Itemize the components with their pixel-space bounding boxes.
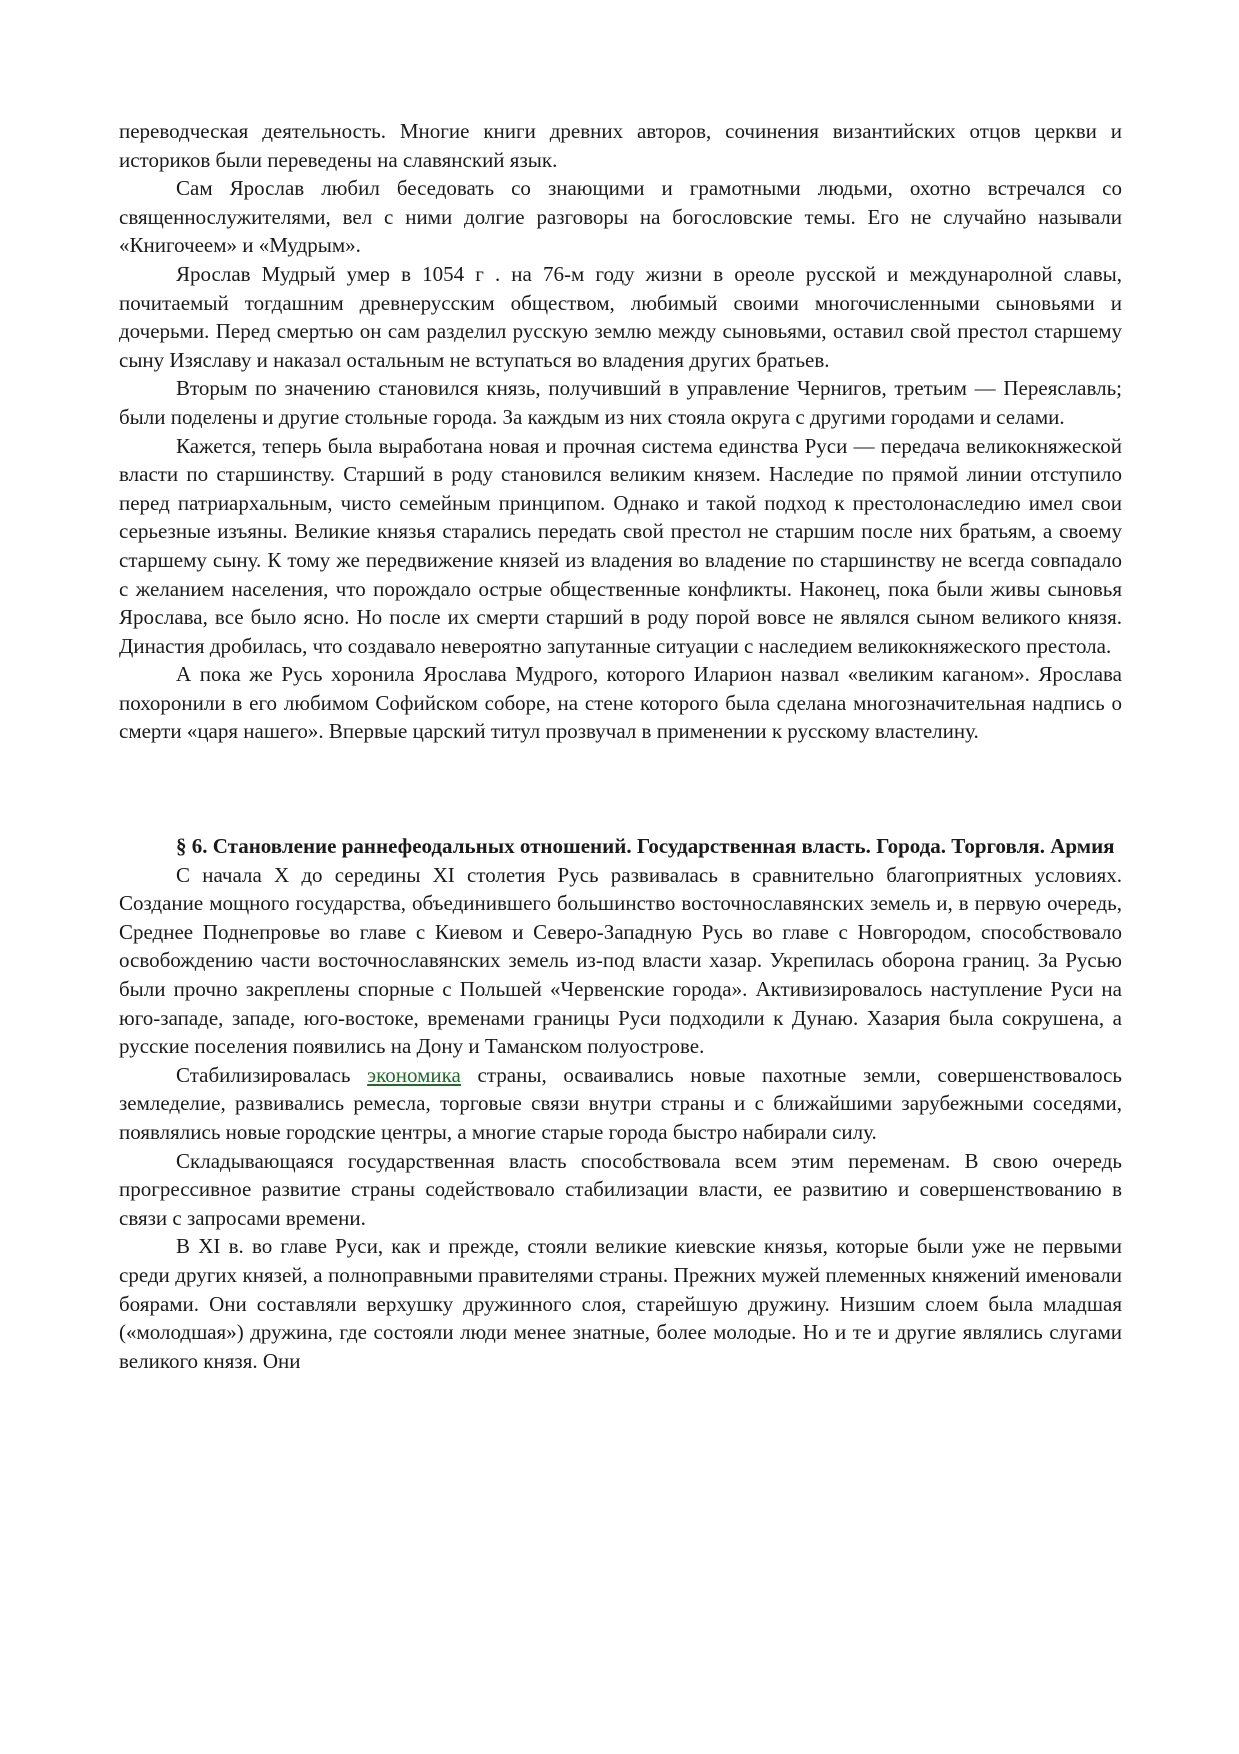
document-page <box>119 117 1122 1375</box>
paragraph-state-power: Складывающаяся государственная власть способствовала всем этим переменам. В свою очередь прогрессивное развитие страны содействовало стабилизации власти, ее развитию и совершенствованию в связи с запросами времени. <box>119 1148 1122 1230</box>
paragraph-development: С начала X до середины XI столетия Русь развивалась в сравнительно благоприятных условиях. Создание мощного государства, объединившего большинство восточнославянских земель и, в первую очередь, Среднее Поднепровье во главе с Киевом и Северо-Западную Русь во главе с Новгородом, способствовало освобождению части восточнославянских земель из-под власти хазар. Укрепилась оборона границ. За Русью были прочно закреплены спорные с Польшей «Червенские города». Активизировалось наступление Руси на юго-западе, западе, юго-востоке, временами границы Руси подходили к Дунаю. Хазария была сокрушена, а русские поселения появились на Дону и Таманском полуострове. <box>119 862 1122 1059</box>
paragraph-chernigov-pereyaslavl: Вторым по значению становился князь, получивший в управление Чернигов, третьим — Переяславль; были поделены и другие стольные города. За каждым из них стояла округа с другими городами и селами. <box>119 376 1122 429</box>
paragraph-burial: А пока же Русь хоронила Ярослава Мудрого, которого Иларион назвал «великим каганом». Ярослава похоронили в его любимом Софийском соборе, на стене которого была сделана многозначительная надпись о смерти «царя нашего». Впервые царский титул прозвучал в применении к русскому властелину. <box>119 662 1122 744</box>
section-spacer <box>119 746 1122 832</box>
paragraph-succession-system: Кажется, теперь была выработана новая и прочная система единства Руси — передача великокняжеской власти по старшинству. Старший в роду становился великим князем. Наследие по прямой линии отступило перед патриархальным, чисто семейным принципом. Однако и такой подход к престолонаследию имел свои серьезные изъяны. Великие князья старались передать свой престол не старшим после них братьям, а своему старшему сыну. К тому же передвижение князей из владения во владение по старшинству не всегда совпадало с желанием населения, что порождало острые общественные конфликты. Наконец, пока были живы сыновья Ярослава, все было ясно. Но после их смерти старший в роду порой вовсе не являлся сыном великого князя. Династия дробилась, что создавало невероятно запутанные ситуации с наследием великокняжеского престола. <box>119 433 1122 658</box>
paragraph-yaroslav-learned: Сам Ярослав любил беседовать со знающими и грамотными людьми, охотно встречался со священнослужителями, вел с ними долгие разговоры на богословские темы. Его не случайно называли «Книгочеем» и «Мудрым». <box>119 176 1122 258</box>
paragraph-grand-princes: В XI в. во главе Руси, как и прежде, стояли великие киевские князья, которые были уже не первыми среди других князей, а полноправными правителями страны. Прежних мужей племенных княжений именовали боярами. Они составляли верхушку дружинного слоя, старейшую дружину. Низшим слоем была младшая («молодшая») дружина, где состояли люди менее знатные, более молодые. Но и те и другие являлись слугами великого князя. Они <box>119 1234 1122 1373</box>
paragraph-economy-rest: страны, осваивались новые пахотные земли, совершенствовалось земледелие, развивались ремесла, торговые связи внутри страны и с ближайшими зарубежными соседями, появлялись новые городские центры, а многие старые города быстро набирали силу. <box>119 1062 1122 1144</box>
paragraph-yaroslav-death: Ярослав Мудрый умер в 1054 г . на 76-м году жизни в ореоле русской и междунаролной славы, почитаемый тогдашним древнерусским обществом, любимый своими многочисленными сыновьями и дочерьми. Перед смертью он сам разделил русскую землю между сыновьями, оставил свой престол старшему сыну Изяславу и наказал остальным не вступаться во владения других братьев. <box>119 261 1122 372</box>
paragraph-economy-start: Стабилизировалась <box>176 1062 368 1087</box>
economy-link[interactable]: экономика <box>367 1062 461 1087</box>
section-heading: § 6. Становление раннефеодальных отношений. Государственная власть. Города. Торговля. Армия <box>176 834 1115 859</box>
paragraph-translation-activity: переводческая деятельность. Многие книги древних авторов, сочинения византийских отцов церкви и историков были переведены на славянский язык. <box>119 119 1122 172</box>
paragraph-economy <box>119 1061 1122 1147</box>
